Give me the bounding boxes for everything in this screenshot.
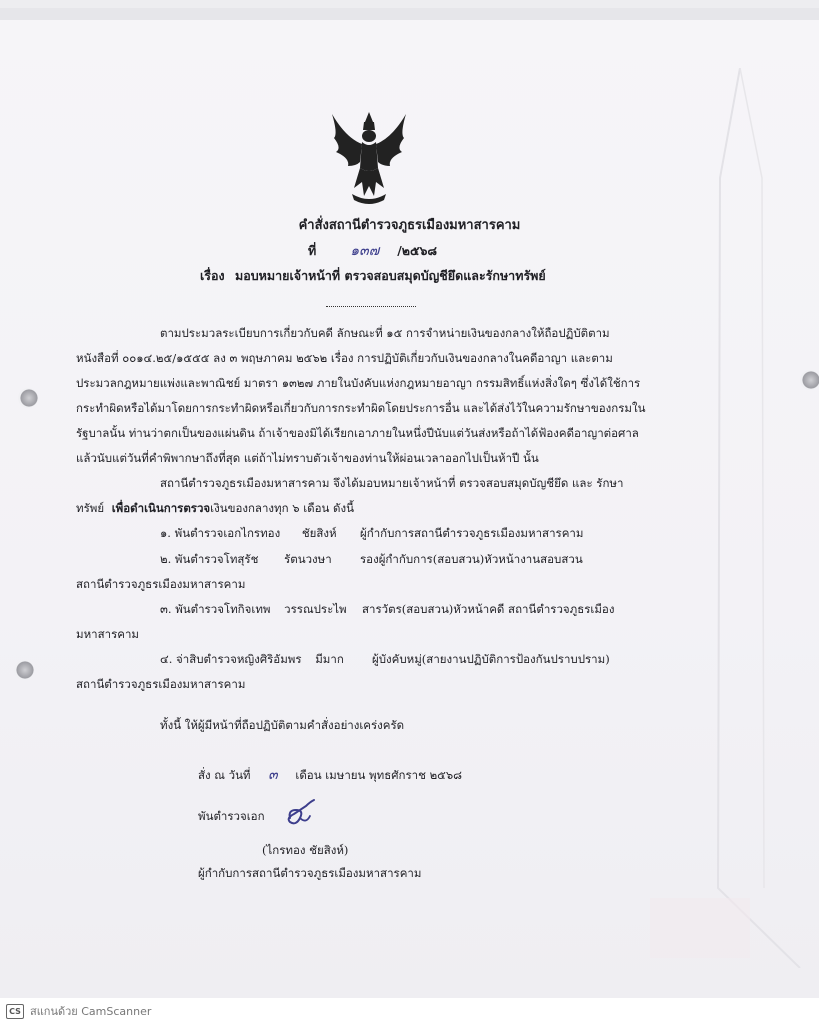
- item-name: พันตำรวจโทสุรัช: [174, 552, 259, 566]
- item-name: พันตำรวจโทกิจเทพ: [175, 602, 271, 616]
- punch-hole-left-bottom: [14, 660, 34, 680]
- signer-rank: พันตำรวจเอก: [198, 809, 265, 823]
- order-number: [308, 244, 437, 258]
- paper-fold-shadow: [650, 68, 810, 968]
- paragraph-1-line-4: กระทำผิดหรือได้มาโดยการกระทำผิดหรือเกี่ยวกับการกระทำผิดโดยประการอื่น และได้ส่งไว้ในความรักษาของกรมใน: [76, 401, 646, 415]
- item-role: ผู้กำกับการสถานีตำรวจภูธรเมืองมหาสารคาม: [360, 526, 584, 540]
- item-number: ๓.: [160, 602, 172, 616]
- separator-dots: [326, 306, 416, 307]
- signature: [280, 796, 332, 830]
- month-year: เดือน เมษายน พุทธศักราช ๒๕๖๘: [295, 768, 463, 782]
- scanner-watermark-text: สแกนด้วย CamScanner: [30, 1005, 152, 1018]
- p2-end: เงินของกลางทุก ๖ เดือน ดังนี้: [210, 501, 354, 515]
- subject-text: มอบหมายเจ้าหน้าที่ ตรวจสอบสมุดบัญชียึดและรักษาทรัพย์: [234, 268, 546, 283]
- p2-bold: เพื่อดำเนินการตรวจ: [111, 501, 211, 515]
- punch-hole-right: [800, 370, 819, 390]
- scanner-footer: [0, 998, 819, 1024]
- paragraph-2-line-1: สถานีตำรวจภูธรเมืองมหาสารคาม จึงได้มอบหมายเจ้าหน้าที่ ตรวจสอบสมุดบัญชียึด และ รักษา: [160, 476, 624, 490]
- subject-label: เรื่อง: [200, 268, 225, 283]
- item-number: ๔.: [160, 652, 173, 666]
- number-handwritten: ๑๓๗: [350, 243, 380, 259]
- item-role: ผู้บังคับหมู่(สายงานปฏิบัติการป้องกันปราบปราม): [372, 652, 610, 666]
- list-item: [160, 554, 332, 566]
- item-surname: วรรณประไพ: [284, 602, 347, 616]
- item-role: รองผู้กำกับการ(สอบสวน)หัวหน้างานสอบสวน: [360, 552, 583, 566]
- paragraph-1-line-6: แล้วนับแต่วันที่คำพิพากษาถึงที่สุด แต่ถ้าไม่ทราบตัวเจ้าของท่านให้ผ่อนเวลาออกไปเป็นห้าปี นั้น: [76, 451, 539, 465]
- number-prefix: ที่: [308, 243, 317, 258]
- signer-name: (ไกรทอง ชัยสิงห์): [262, 843, 349, 857]
- garuda-emblem: [328, 108, 410, 208]
- closing-statement: ทั้งนี้ ให้ผู้มีหน้าที่ถือปฏิบัติตามคำสั่งอย่างเคร่งครัด: [160, 718, 405, 732]
- order-label: สั่ง ณ วันที่: [198, 768, 251, 782]
- paragraph-2-line-2: [76, 503, 354, 515]
- item-role-continuation: สถานีตำรวจภูธรเมืองมหาสารคาม: [76, 577, 246, 591]
- document-page: [0, 8, 819, 998]
- list-item: [160, 604, 347, 616]
- item-role-continuation: สถานีตำรวจภูธรเมืองมหาสารคาม: [76, 677, 246, 691]
- item-surname: ชัยสิงห์: [301, 526, 337, 540]
- order-title: คำสั่งสถานีตำรวจภูธรเมืองมหาสารคาม: [298, 218, 521, 233]
- item-number: ๑.: [160, 526, 171, 540]
- day-handwritten: ๓: [268, 767, 278, 783]
- paragraph-1-line-2: หนังสือที่ ๐๐๑๔.๒๕/๑๕๕๕ ลง ๓ พฤษภาคม ๒๕๖๒ เรื่อง การปฏิบัติเกี่ยวกับเงินของกลางในคดีอาญา และตาม: [76, 351, 613, 365]
- camscanner-logo: CS: [6, 1004, 24, 1019]
- punch-hole-left-top: [18, 388, 38, 408]
- paragraph-1-line-5: รัฐบาลนั้น ท่านว่าตกเป็นของแผ่นดิน ถ้าเจ้าของมิได้เรียกเอาภายในหนึ่งปีนับแต่วันส่งหรือถ้าได้ฟ้องคดีอาญาต่อศาล: [76, 426, 639, 440]
- item-name: จ่าสิบตำรวจหญิงศิริอัมพร: [176, 652, 302, 666]
- signer-position: ผู้กำกับการสถานีตำรวจภูธรเมืองมหาสารคาม: [198, 866, 422, 880]
- item-role: สารวัตร(สอบสวน)หัวหน้าคดี สถานีตำรวจภูธรเมือง: [362, 602, 615, 616]
- paragraph-1-line-1: ตามประมวลระเบียบการเกี่ยวกับคดี ลักษณะที่ ๑๕ การจำหน่ายเงินของกลางให้ถือปฏิบัติตาม: [160, 326, 610, 340]
- number-suffix: /๒๕๖๘: [397, 243, 438, 258]
- item-name: พันตำรวจเอกไกรทอง: [174, 526, 281, 540]
- paragraph-1-line-3: ประมวลกฎหมายแพ่งและพาณิชย์ มาตรา ๑๓๒๗ ภายในบังคับแห่งกฎหมายอาญา กรรมสิทธิ์แห่งสิ่งใดๆ ซึ่งได้ใช้การ: [76, 376, 641, 390]
- item-surname: รัตนวงษา: [284, 552, 332, 566]
- p2-start: ทรัพย์: [76, 501, 105, 515]
- date-line: [198, 768, 462, 782]
- subject-line: [200, 270, 546, 283]
- list-item: [160, 654, 344, 666]
- item-surname: มีมาก: [315, 652, 344, 666]
- list-item: [160, 528, 337, 540]
- item-number: ๒.: [160, 552, 172, 566]
- item-role-continuation: มหาสารคาม: [76, 627, 140, 641]
